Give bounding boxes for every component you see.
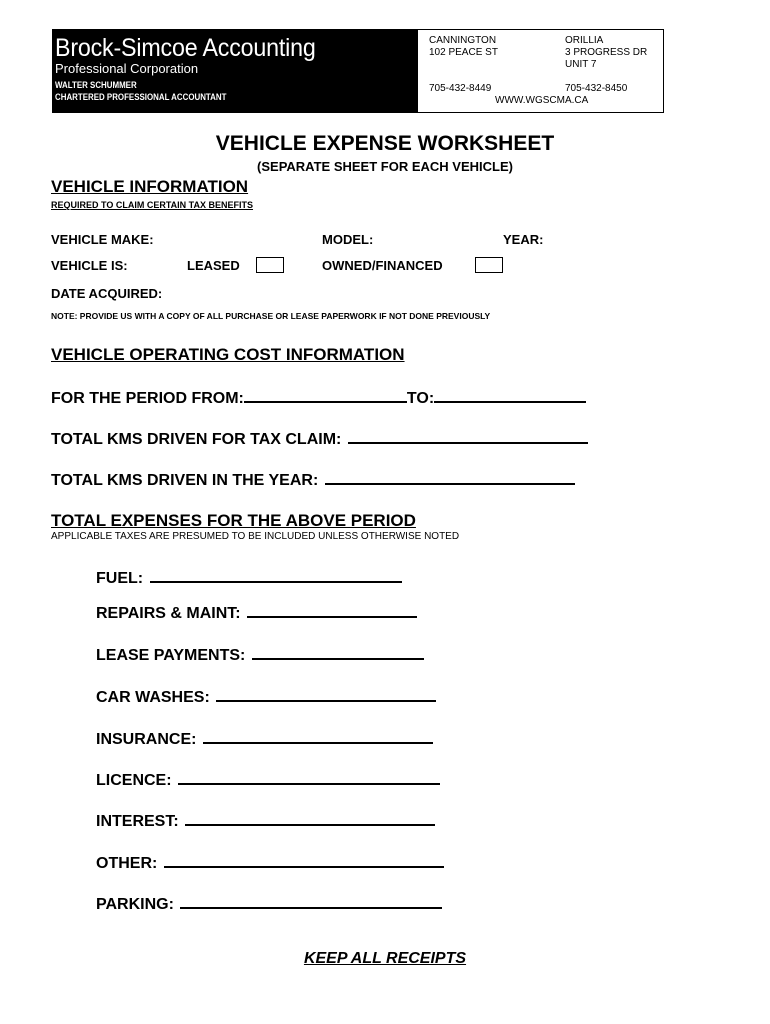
period-to-label: TO: (406, 390, 435, 407)
parking-field[interactable] (180, 893, 442, 909)
expenses-subheading: APPLICABLE TAXES ARE PRESUMED TO BE INCLUDED UNLESS OTHERWISE NOTED (51, 531, 460, 542)
vehicle-info-heading: VEHICLE INFORMATION (51, 177, 249, 196)
insurance-field[interactable] (203, 728, 433, 744)
period-from-label: FOR THE PERIOD FROM: (51, 390, 244, 407)
interest-field[interactable] (185, 810, 435, 826)
model-label: MODEL: (322, 232, 374, 247)
owned-financed-checkbox[interactable] (475, 257, 503, 273)
firm-name: Brock-Simcoe Accounting (55, 34, 316, 62)
lease-payments-field[interactable] (252, 644, 424, 660)
expense-row-insurance: INSURANCE: (96, 728, 433, 749)
expense-row-fuel: FUEL: (96, 567, 402, 588)
period-row (51, 387, 586, 408)
expense-row-parking: PARKING: (96, 893, 442, 914)
kms-year-label: TOTAL KMS DRIVEN IN THE YEAR: (51, 472, 319, 489)
period-to-field[interactable] (434, 387, 586, 403)
operating-cost-heading: VEHICLE OPERATING COST INFORMATION (51, 345, 405, 364)
accountant-name: WALTER SCHUMMER (55, 80, 137, 90)
expense-row-interest: INTEREST: (96, 810, 435, 831)
letterhead-brand-block (52, 29, 417, 113)
other-field[interactable] (164, 852, 444, 868)
phone-orillia: 705-432-8450 (565, 83, 628, 94)
licence-field[interactable] (178, 769, 440, 785)
website: WWW.WGSCMA.CA (495, 95, 589, 106)
owned-financed-label: OWNED/FINANCED (322, 258, 443, 273)
year-label: YEAR: (503, 232, 544, 247)
fuel-field[interactable] (150, 567, 402, 583)
office-orillia: ORILLIA 3 PROGRESS DR UNIT 7 (565, 35, 648, 70)
expense-row-licence: LICENCE: (96, 769, 440, 790)
expenses-heading: TOTAL EXPENSES FOR THE ABOVE PERIOD (51, 511, 416, 530)
office-addresses (417, 29, 664, 113)
expense-row-car-washes: CAR WASHES: (96, 686, 436, 707)
kms-tax-field[interactable] (348, 428, 588, 444)
keep-receipts-footer: KEEP ALL RECEIPTS (303, 950, 467, 967)
phone-cannington: 705-432-8449 (429, 83, 492, 94)
kms-year-row (51, 469, 575, 490)
expense-row-repairs: REPAIRS & MAINT: (96, 602, 417, 623)
page-subtitle: (SEPARATE SHEET FOR EACH VEHICLE) (257, 159, 513, 174)
accountant-credential: CHARTERED PROFESSIONAL ACCOUNTANT (55, 92, 227, 102)
leased-label: LEASED (187, 258, 240, 273)
date-acquired-label: DATE ACQUIRED: (51, 286, 163, 301)
office-cannington: CANNINGTON 102 PEACE ST (429, 35, 498, 58)
expense-row-lease: LEASE PAYMENTS: (96, 644, 424, 665)
repairs-field[interactable] (247, 602, 417, 618)
vehicle-info-subheading: REQUIRED TO CLAIM CERTAIN TAX BENEFITS (51, 200, 254, 210)
car-washes-field[interactable] (216, 686, 436, 702)
period-from-field[interactable] (244, 387, 407, 403)
leased-checkbox[interactable] (256, 257, 284, 273)
vehicle-make-label: VEHICLE MAKE: (51, 232, 154, 247)
paperwork-note: NOTE: PROVIDE US WITH A COPY OF ALL PURCHASE OR LEASE PAPERWORK IF NOT DONE PREVIOUSLY (51, 311, 491, 321)
kms-year-field[interactable] (325, 469, 575, 485)
corporation-name: Professional Corporation (55, 61, 199, 76)
expense-row-other: OTHER: (96, 852, 444, 873)
page-title: VEHICLE EXPENSE WORKSHEET (215, 132, 555, 155)
kms-tax-row (51, 428, 588, 449)
kms-tax-label: TOTAL KMS DRIVEN FOR TAX CLAIM: (51, 431, 342, 448)
vehicle-is-label: VEHICLE IS: (51, 258, 128, 273)
